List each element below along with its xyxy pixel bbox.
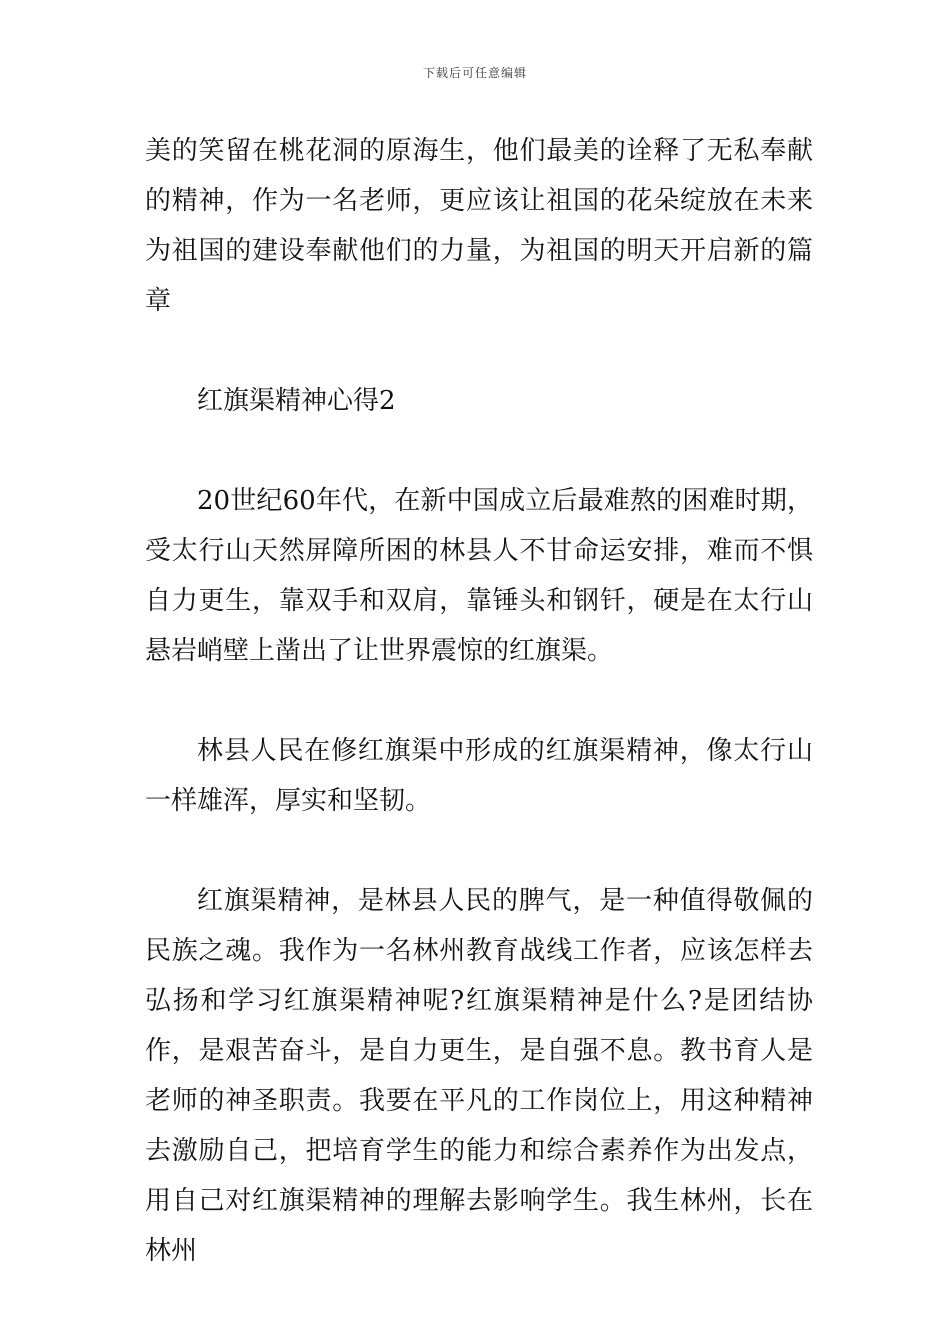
page-header: 下载后可任意编辑 xyxy=(422,66,527,80)
paragraph: 红旗渠精神，是林县人民的脾气，是一种值得敬佩的民族之魂。我作为一名林州教育战线工作者，应该怎样去弘扬和学习红旗渠精神呢?红旗渠精神是什么?是团结协作，是艰苦奋斗，是自力更生，是自强不息。教书育人是老师的神圣职责。我要在平凡的工作岗位上，用这种精神去激励自己，把培育学生的能力和综合素养作为出发点，用自己对红旗渠精神的理解去影响学生。我生林州，长在林州 xyxy=(145,886,813,1266)
paragraph-spacer xyxy=(145,676,813,726)
section-heading: 红旗渠精神心得2 xyxy=(197,386,396,416)
paragraph-spacer xyxy=(145,826,813,876)
paragraph-continuation: 美的笑留在桃花洞的原海生，他们最美的诠释了无私奉献的精神，作为一名老师，更应该让祖国的花朵绽放在未来为祖国的建设奉献他们的力量，为祖国的明天开启新的篇章 xyxy=(145,136,813,316)
paragraph: 20世纪60年代，在新中国成立后最难熬的困难时期，受太行山天然屏障所困的林县人不甘命运安排，难而不惧自力更生，靠双手和双肩，靠锤头和钢钎，硬是在太行山悬岩峭壁上凿出了让世界震惊的红旗渠。 xyxy=(145,486,813,666)
paragraph-spacer xyxy=(145,426,813,476)
paragraph-spacer xyxy=(145,326,813,376)
document-body xyxy=(145,126,813,1276)
paragraph: 林县人民在修红旗渠中形成的红旗渠精神，像太行山一样雄浑，厚实和坚韧。 xyxy=(145,736,813,816)
